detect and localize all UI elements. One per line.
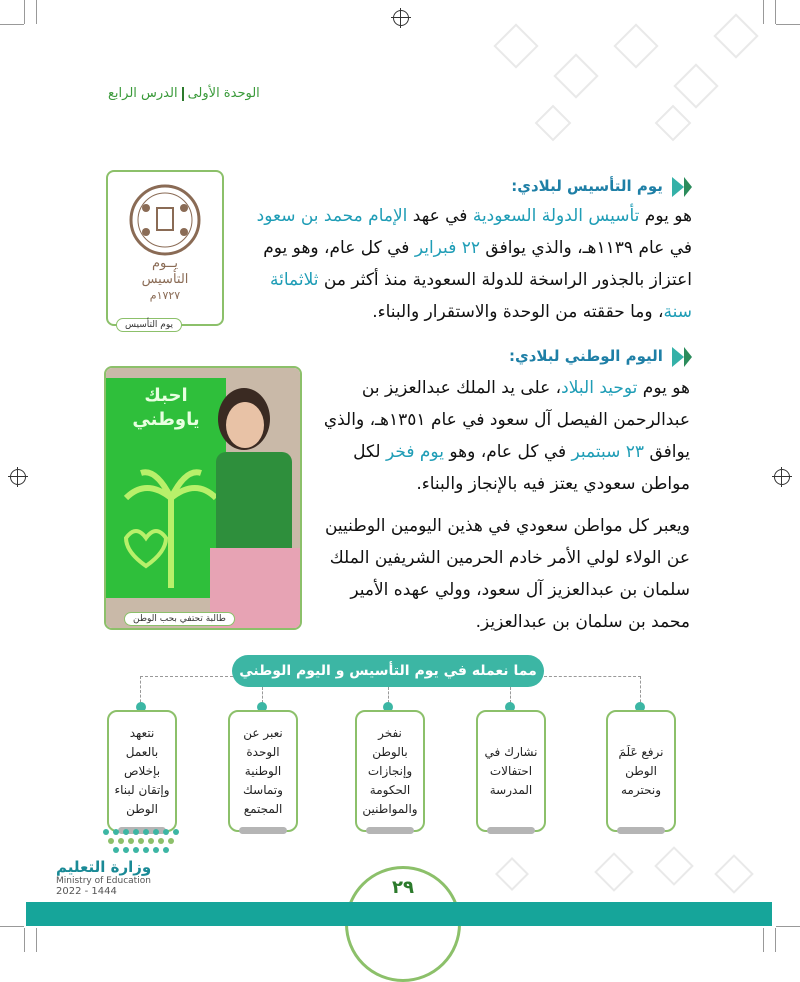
ministry-name-en: Ministry of Education — [56, 876, 151, 886]
section-title: يوم التأسيس لبلادي: — [511, 177, 663, 195]
logo-year: ١٧٢٧م — [149, 289, 181, 302]
text-run: ، على يد الملك عبدالعزيز بن عبدالرحمن الفيصل آل سعود في عام ١٣٥١هـ، والذي يوافق — [323, 378, 690, 462]
crop-mark — [0, 24, 24, 25]
text-run: في كل عام، وهو يوم اعتزاز بالجذور الراسخة للدولة السعودية منذ أكثر من — [263, 238, 692, 290]
chevron-icon — [684, 347, 692, 367]
section-national-heading — [400, 346, 692, 367]
lesson-label: الدرس الرابع — [108, 86, 178, 101]
text-run: ، وما حققته من الوحدة والاستقرار والبناء. — [372, 302, 664, 322]
bottom-bar — [26, 902, 772, 926]
founding-day-logo-card — [106, 170, 224, 330]
palm-tree-icon — [106, 458, 226, 598]
chevron-icon — [672, 347, 684, 367]
sign-text: ياوطني — [132, 409, 200, 430]
connector-line — [510, 687, 511, 703]
sign-board — [106, 378, 226, 598]
highlight-text: ٢٢ فبراير — [414, 238, 480, 258]
activity-text: نرفع عَلَمَ الوطن ونحترمه — [618, 744, 664, 797]
photo-caption: طالبة تحتفي بحب الوطن — [124, 612, 235, 626]
decorative-pattern — [553, 53, 598, 98]
decorative-pattern — [594, 852, 634, 892]
edition-year: 2022 - 1444 — [56, 886, 117, 897]
section-founding-heading — [400, 176, 692, 197]
activity-text: نتعهد بالعمل بإخلاص وإتقان لبناء الوطن — [114, 725, 170, 816]
card-tab — [617, 827, 665, 834]
connector-line — [388, 687, 389, 703]
decorative-pattern — [495, 857, 529, 891]
registration-mark-icon — [774, 469, 790, 485]
crop-mark — [763, 0, 764, 24]
decorative-pattern — [714, 854, 754, 894]
chevron-icon — [684, 177, 692, 197]
activity-card — [606, 710, 676, 832]
highlight-text: توحيد البلاد — [561, 378, 638, 398]
student-photo — [104, 366, 302, 630]
highlight-text: يوم فخر — [386, 442, 444, 462]
text-run: لكل مواطن سعودي يعتز فيه بالإنجاز والبناء. — [353, 442, 690, 494]
highlight-text: ثلاثمائة سنة — [270, 270, 692, 322]
national-day-paragraph — [318, 372, 690, 500]
activity-text: نعبر عن الوحدة الوطنية وتماسك المجتمع — [243, 725, 283, 816]
chevron-icon — [672, 177, 684, 197]
crop-mark — [24, 928, 25, 952]
registration-mark-icon — [393, 10, 409, 26]
highlight-text: ٢٣ سبتمبر — [571, 442, 645, 462]
decorative-pattern — [713, 13, 758, 58]
logo-caption: يوم التأسيس — [116, 318, 182, 332]
logo-text: يــوم — [152, 256, 178, 271]
text-run: هو يوم — [639, 206, 692, 226]
text-run: هو يوم — [637, 378, 690, 398]
ministry-name-ar: وزارة التعليم — [56, 858, 152, 876]
activity-text: نشارك في احتفالات المدرسة — [484, 744, 538, 797]
registration-mark-icon — [10, 469, 26, 485]
connector-line — [262, 687, 263, 703]
activity-card — [228, 710, 298, 832]
header-divider — [182, 87, 184, 101]
page-number: ٢٩ — [392, 877, 414, 898]
crop-mark — [775, 928, 776, 952]
connector-line — [544, 676, 641, 707]
decorative-pattern — [535, 105, 572, 142]
activity-card — [355, 710, 425, 832]
decorative-pattern — [673, 63, 718, 108]
girl-face — [226, 402, 264, 448]
decorative-pattern — [613, 23, 658, 68]
girl-vest — [216, 452, 292, 552]
logo-text: التأسيس — [141, 272, 189, 287]
text-run: في عهد — [407, 206, 473, 226]
card-tab — [487, 827, 535, 834]
text-run: في كل عام، وهو — [443, 442, 572, 462]
crop-mark — [775, 0, 776, 24]
connector-line — [140, 676, 233, 707]
crop-mark — [36, 928, 37, 952]
loyalty-paragraph: ويعبر كل مواطن سعودي في هذين اليومين الوطنيين عن الولاء لولي الأمر خادم الحرمين الشريفين الملك سلمان بن عبدالعزيز آل سعود، وولي عهده الأمير محمد بن سلمان بن عبدالعزيز. — [324, 516, 690, 632]
crop-mark — [776, 926, 800, 927]
text-run: في عام ١١٣٩هـ، والذي يوافق — [479, 238, 692, 258]
card-tab — [239, 827, 287, 834]
activity-card — [476, 710, 546, 832]
running-header — [108, 86, 260, 101]
activity-text: نفخر بالوطن وإنجازات الحكومة والمواطنين — [362, 725, 418, 816]
section-title: اليوم الوطني لبلادي: — [508, 347, 663, 365]
decorative-pattern — [655, 105, 692, 142]
highlight-text: الإمام محمد بن سعود — [256, 206, 408, 226]
crop-mark — [776, 24, 800, 25]
activities-title: مما نعمله في يوم التأسيس و اليوم الوطني — [232, 655, 544, 687]
activity-card — [107, 710, 177, 832]
crop-mark — [36, 0, 37, 24]
ministry-dots-logo-icon — [96, 826, 186, 856]
highlight-text: تأسيس الدولة السعودية — [472, 206, 640, 226]
card-tab — [366, 827, 414, 834]
sign-text: احبك — [144, 385, 188, 406]
crop-mark — [0, 926, 24, 927]
unit-label: الوحدة الأولى — [187, 86, 260, 101]
crop-mark — [24, 0, 25, 24]
decorative-pattern — [654, 846, 694, 886]
ministry-logo — [56, 858, 151, 897]
decorative-pattern — [493, 23, 538, 68]
crop-mark — [763, 928, 764, 952]
founding-paragraph — [232, 200, 692, 328]
